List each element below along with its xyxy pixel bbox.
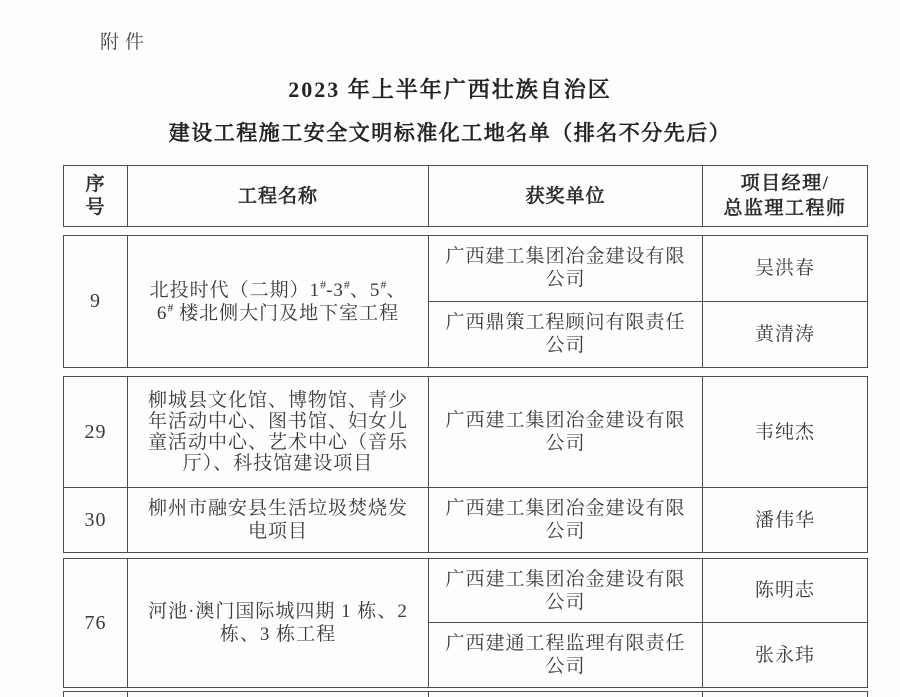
project-name — [145, 279, 411, 325]
project-cell: 柳城县文化馆、博物馆、青少年活动中心、图书馆、妇女儿童活动中心、艺术中心（音乐厅）、科技馆建设项目 — [128, 377, 429, 488]
seq-cell: 29 — [64, 377, 128, 488]
project-text-part: 、5 — [349, 279, 381, 301]
manager-cell: 潘伟华 — [754, 509, 815, 531]
header-seq: 序号 — [64, 166, 128, 226]
header-manager-line2: 总监理工程师 — [723, 198, 847, 219]
project-text-part: -3 — [326, 279, 344, 301]
company-cell: 广西建工集团冶金建设有限公司 — [429, 377, 703, 488]
header-manager — [703, 166, 867, 226]
manager-cell: 黄清涛 — [754, 323, 815, 345]
document-title-line2: 建设工程施工安全文明标准化工地名单（排名不分先后） — [168, 121, 732, 145]
project-text-part: 北投时代（二期）1 — [149, 279, 321, 301]
hash-superscript: # — [343, 277, 350, 292]
manager-cell: 张永玮 — [754, 644, 815, 666]
table-rows-29-30 — [63, 376, 868, 553]
manager-cell: 吴洪春 — [703, 236, 867, 302]
document-title-line1: 2023 年上半年广西壮族自治区 — [288, 77, 612, 102]
project-text-part: 楼北侧大门及地下室工程 — [173, 302, 400, 324]
project-cell: 柳州市融安县生活垃圾焚烧发电项目 — [128, 488, 429, 552]
table-row-partial — [63, 691, 868, 697]
company-cell: 广西建工集团冶金建设有限公司 — [429, 488, 703, 552]
company-cell: 广西建工集团冶金建设有限公司 — [429, 559, 703, 623]
company-cell — [429, 692, 703, 697]
seq-cell: 30 — [64, 488, 128, 552]
table-row-76 — [63, 558, 868, 688]
hash-superscript: # — [380, 277, 387, 292]
manager-cell: 陈明志 — [703, 559, 867, 623]
project-cell — [128, 236, 429, 367]
seq-cell: 76 — [64, 559, 128, 687]
manager-cell — [703, 692, 867, 697]
header-manager-line1: 项目经理/ — [740, 173, 830, 194]
table-header-row — [63, 165, 868, 227]
header-unit: 获奖单位 — [429, 166, 703, 226]
project-cell — [128, 692, 429, 697]
project-cell: 河池·澳门国际城四期 1 栋、2 栋、3 栋工程 — [128, 559, 429, 687]
seq-cell — [64, 692, 128, 697]
project-text-part: 、6 — [156, 279, 407, 324]
header-project: 工程名称 — [128, 166, 429, 226]
hash-superscript: # — [167, 300, 174, 315]
table-row-9 — [63, 235, 868, 368]
company-cell: 广西建工集团冶金建设有限公司 — [429, 236, 703, 302]
attachment-label: 附件 — [100, 32, 151, 53]
seq-cell: 9 — [64, 236, 128, 367]
company-cell: 广西建通工程监理有限责任公司 — [429, 623, 703, 687]
hash-superscript: # — [320, 277, 327, 292]
company-cell: 广西鼎策工程顾问有限责任公司 — [429, 302, 703, 368]
awards-table — [63, 165, 868, 697]
manager-cell: 韦纯杰 — [703, 377, 867, 488]
